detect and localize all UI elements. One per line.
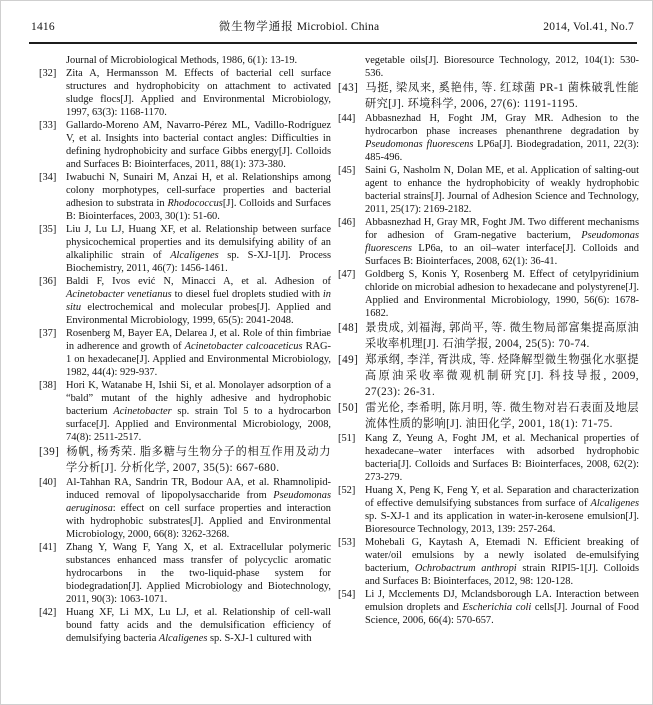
reference-label: [53] xyxy=(338,537,356,548)
ref-column-right xyxy=(338,54,639,627)
reference-label: [50] xyxy=(338,402,359,414)
reference-entry xyxy=(39,379,331,444)
reference-label: [45] xyxy=(338,165,356,176)
reference-entry xyxy=(338,54,639,80)
reference-label: [54] xyxy=(338,589,356,600)
journal-title xyxy=(219,18,380,34)
reference-entry xyxy=(338,432,639,484)
reference-text: Saini G, Nasholm N, Dolan ME, et al. Application of salting-out agent to enhance the hydrophobicity of weakly hydrophobic bacterial strains[J]. Journal of Adhesion Science and Technology, 2011, 25(17): 2169-2182. xyxy=(365,165,639,215)
reference-entry xyxy=(338,536,639,588)
reference-text: Al-Tahhan RA, Sandrin TR, Bodour AA, et al. Rhamnolipid-induced removal of lipopolysaccharide from Pseudomonas aeruginosa: effect on cell surface properties and interaction with hydrophobic substrates[J]. Applied and Environmental Microbiology, 2000, 66(8): 3262-3268. xyxy=(66,477,331,540)
reference-entry xyxy=(338,320,639,352)
reference-entry xyxy=(39,275,331,327)
reference-label: [41] xyxy=(39,542,57,553)
reference-label: [43] xyxy=(338,82,359,94)
reference-label: [34] xyxy=(39,172,57,183)
reference-label: [48] xyxy=(338,322,359,334)
reference-label: [32] xyxy=(39,68,57,79)
reference-text: Iwabuchi N, Sunairi M, Anzai H, et al. Relationships among colony morphotypes, cell-surface properties and bacterial adhesion to substrata in Rhodococcus[J]. Colloids and Surfaces B: Biointerfaces, 2003, 30(1): 51-60. xyxy=(66,172,331,222)
reference-entry xyxy=(338,484,639,536)
reference-label: [36] xyxy=(39,276,57,287)
reference-text: Hori K, Watanabe H, Ishii Si, et al. Monolayer adsorption of a “bald” mutant of the highly adhesive and hydrophobic bacterium Acinetobacter sp. strain Tol 5 to a hydrocarbon surface[J]. Applied and Environmental Microbiology, 2008, 74(8): 2511-2517. xyxy=(66,380,331,443)
reference-entry xyxy=(338,164,639,216)
reference-text: Abbasnezhad H, Gray MR, Foght JM. Two different mechanisms for adhesion of Gram-negative bacterium, Pseudomonas fluorescens LP6a, to an oil–water interface[J]. Colloids and Surfaces B: Biointerfaces, 2008, 62(1): 36-41. xyxy=(365,217,639,267)
reference-label: [33] xyxy=(39,120,57,131)
reference-text: 雷光伦, 李希明, 陈月明, 等. 微生物对岩石表面及地层流体性质的影响[J]. 油田化学, 2001, 18(1): 71-75. xyxy=(365,402,639,430)
reference-text: Kang Z, Yeung A, Foght JM, et al. Mechanical properties of hexadecane–water interfaces with adsorbed hydrophobic bacteria[J]. Colloids and Surfaces B: Biointerfaces, 2008, 62(2): 273-279. xyxy=(365,433,639,483)
page-header xyxy=(31,18,634,34)
reference-entry xyxy=(39,223,331,275)
reference-label: [46] xyxy=(338,217,356,228)
reference-entry xyxy=(338,80,639,112)
journal-title-cn: 微生物学通报 xyxy=(218,21,294,33)
reference-label: [49] xyxy=(338,354,359,366)
reference-text: Gallardo-Moreno AM, Navarro-Pérez ML, Vadillo-Rodríguez V, et al. Insights into bacterial contact angles: Difficulties in defining hydrophobicity and surface Gibbs energy[J]. Colloids and Surfaces B: Biointerfaces, 2011, 88(1): 373-380. xyxy=(66,120,331,170)
reference-entry xyxy=(338,352,639,400)
reference-text: Li J, Mcclements DJ, Mclandsborough LA. Interaction between emulsion droplets and Escherichia coli cells[J]. Journal of Food Science, 2006, 66(4): 570-657. xyxy=(365,589,640,626)
reference-text: Baldi F, Ivos ević N, Minacci A, et al. Adhesion of Acinetobacter venetianus to diesel fuel droplets studied with in situ electrochemical and molecular probes[J]. Applied and Environmental Microbiology, 1999, 65(5): 2041-2048. xyxy=(66,276,331,326)
reference-entry xyxy=(39,476,331,541)
reference-entry xyxy=(39,327,331,379)
header-rule xyxy=(29,42,637,44)
reference-text: 郑承纲, 李洋, 胥洪成, 等. 烃降解型微生物强化水驱提高原油采收率微观机制研究[J]. 科技导报, 2009, 27(23): 26-31. xyxy=(365,354,639,398)
reference-entry xyxy=(338,268,639,320)
page-number: 1416 xyxy=(31,21,55,33)
reference-entry xyxy=(338,588,639,627)
reference-text: Zhang Y, Wang F, Yang X, et al. Extracellular polymeric substances enhanced mass transfer of polycyclic aromatic hydrocarbons in the two-liquid-phase system for biodegradation[J]. Applied Microbiology and Biotechnology, 2011, 90(3): 1063-1071. xyxy=(66,542,331,605)
reference-label: [40] xyxy=(39,477,57,488)
reference-entry xyxy=(39,606,331,645)
reference-entry xyxy=(39,444,331,476)
reference-text: Abbasnezhad H, Foght JM, Gray MR. Adhesion to the hydrocarbon phase increases phenanthrene degradation by Pseudomonas fluorescens LP6a[J]. Biodegradation, 2011, 22(3): 485-496. xyxy=(365,113,639,163)
issue-info: 2014, Vol.41, No.7 xyxy=(543,21,634,33)
reference-text: Goldberg S, Konis Y, Rosenberg M. Effect of cetylpyridinium chloride on microbial adhesion to hexadecane and polystyrene[J]. Applied and Environmental Microbiology, 1990, 56(6): 1678-1682. xyxy=(365,269,639,319)
reference-text: 景贵成, 刘福海, 郭尚平, 等. 微生物局部富集提高原油采收率机理[J]. 石油学报, 2004, 25(5): 70-74. xyxy=(365,322,639,350)
reference-text: Rosenberg M, Bayer EA, Delarea J, et al. Role of thin fimbriae in adherence and growth of Acinetobacter calcoaceticus RAG-1 on hexadecane[J]. Applied and Environmental Microbiology, 1982, 44(4): 929-937. xyxy=(66,328,331,378)
reference-entry xyxy=(338,112,639,164)
reference-entry xyxy=(39,119,331,171)
reference-text: vegetable oils[J]. Bioresource Technology, 2012, 104(1): 530-536. xyxy=(365,55,639,79)
reference-text: 马挺, 梁凤来, 奚艳伟, 等. 红球菌 PR-1 菌株破乳性能研究[J]. 环境科学, 2006, 27(6): 1191-1195. xyxy=(365,82,639,110)
reference-label: [47] xyxy=(338,269,356,280)
reference-text: Huang XF, Li MX, Lu LJ, et al. Relationship of cell-wall bound fatty acids and the demulsification efficiency of demulsifying bacteria Alcaligenes sp. S-XJ-1 cultured with xyxy=(66,607,331,644)
reference-text: Zita A, Hermansson M. Effects of bacterial cell surface structures and hydrophobicity on attachment to activated sludge flocs[J]. Applied and Environmental Microbiology, 1997, 63(3): 1168-1170. xyxy=(66,68,331,118)
reference-label: [42] xyxy=(39,607,57,618)
reference-entry xyxy=(39,54,331,67)
reference-entry xyxy=(338,216,639,268)
reference-entry xyxy=(39,67,331,119)
reference-text: Liu J, Lu LJ, Huang XF, et al. Relationship between surface physicochemical properties and its demulsifying ability of an alkaliphilic strain of Alcaligenes sp. S-XJ-1[J]. Process Biochemistry, 2011, 46(7): 1456-1461. xyxy=(66,224,331,274)
reference-label: [51] xyxy=(338,433,356,444)
ref-column-left xyxy=(39,54,331,645)
reference-label: [38] xyxy=(39,380,57,391)
reference-entry xyxy=(39,541,331,606)
reference-label: [52] xyxy=(338,485,356,496)
reference-label: [35] xyxy=(39,224,57,235)
reference-label: [37] xyxy=(39,328,57,339)
reference-entry xyxy=(39,171,331,223)
reference-text: Journal of Microbiological Methods, 1986, 6(1): 13-19. xyxy=(66,55,298,66)
reference-text: Mohebali G, Kaytash A, Etemadi N. Efficient breaking of water/oil emulsions by a newly isolated de-emulsifying bacterium, Ochrobactrum anthropi strain RIPI5-1[J]. Colloids and Surfaces B: Biointerfaces, 2012, 98: 120-128. xyxy=(365,537,640,587)
reference-entry xyxy=(338,400,639,432)
reference-text: Huang X, Peng K, Feng Y, et al. Separation and characterization of effective demulsifying substances from surface of Alcaligenes sp. S-XJ-1 and its application in water-in-kerosene emulsion[J]. Bioresource Technology, 2013, 139: 257-264. xyxy=(365,485,639,535)
reference-label: [39] xyxy=(39,446,60,458)
reference-text: 杨帆, 杨秀荣. 脂多糖与生物分子的相互作用及动力学分析[J]. 分析化学, 2007, 35(5): 667-680. xyxy=(66,446,331,474)
journal-title-en: Microbiol. China xyxy=(296,21,380,33)
reference-label: [44] xyxy=(338,113,356,124)
